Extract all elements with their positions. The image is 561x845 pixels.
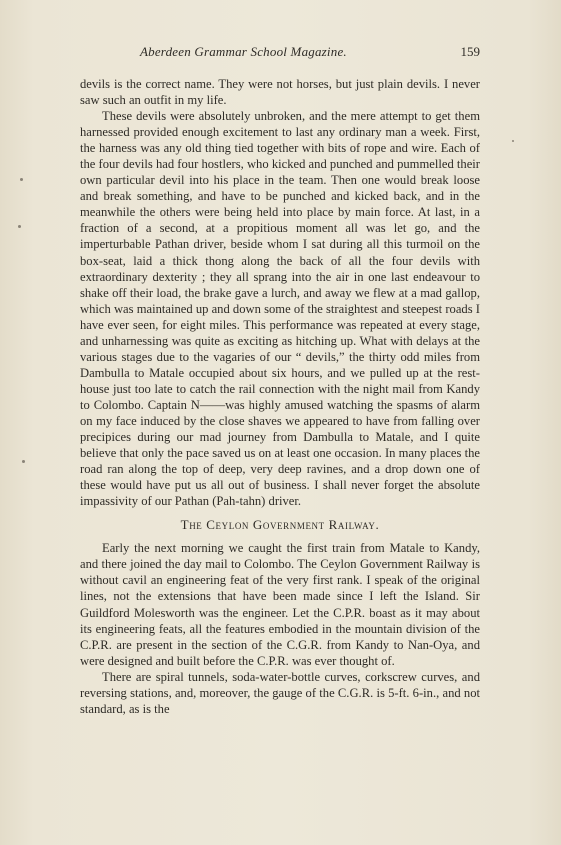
- page-header: [80, 44, 480, 64]
- article-body: [80, 76, 480, 717]
- section-heading: The Ceylon Government Railway.: [180, 517, 380, 533]
- paragraph-tunnels: There are spiral tunnels, soda-water-bottle curves, corkscrew curves, and reversing stations, and, moreover, the gauge of the C.G.R. is 5-ft. 6-in., and not standard, as is the: [80, 669, 480, 716]
- paragraph-railway: Early the next morning we caught the first train from Matale to Kandy, and there joined the day mail to Colombo. The Ceylon Government Railway is without cavil an engineering feat of the very first rank. I speak of the original lines, not the extensions that have been made since I left the Island. Sir Guildford Molesworth was the engineer. Let the C.P.R. boast as it may about its engineering feats, all the features embodied in the mountain division of the C.P.R. are present in the section of the C.G.R. from Kandy to Nan-Oya, and were designed and built before the C.P.R. was ever thought of.: [80, 541, 480, 668]
- paper-speck: [20, 178, 23, 181]
- paragraph-devils-name: devils is the correct name. They were not horses, but just plain devils. I never saw such an outfit in my life.: [80, 77, 480, 108]
- paper-speck: [18, 225, 21, 228]
- running-title: Aberdeen Grammar School Magazine.: [140, 44, 347, 59]
- paper-speck: [512, 140, 514, 142]
- paper-speck: [22, 460, 25, 463]
- page-number: 159: [460, 44, 480, 59]
- paragraph-harnessing: These devils were absolutely unbroken, and the mere attempt to get them harnessed provided enough excitement to last any ordinary man a week. First, the harness was any old thing tied together with bits of rope and wire. Each of the four devils had four hostlers, who kicked and punched and pummelled their own particular devil into his place in the team. Then one would break loose and break something, and have to be punched and kicked back, and in the meanwhile the others were being held into place by main force. At last, in a fraction of a second, at a propitious moment all was let go, and the imperturbable Pathan driver, beside whom I sat during all this turmoil on the box-seat, laid a thick thong along the back of all the four devils with extraordinary dexterity ; they all sprang into the air in one last endeavour to shake off their load, the brake gave a lurch, and away we flew at a mad gallop, which was maintained up and down some of the straightest and steepest roads I have ever seen, for eight miles. This performance was repeated at every stage, and unharnessing was quite as exciting as hitching up. What with delays at the various stages due to the vagaries of our “ devils,” the thirty odd miles from Dambulla to Matale occupied about six hours, and we pulled up at the rest-house just too late to catch the rail connection with the night mail from Kandy to Colombo. Captain N——was highly amused watching the spasms of alarm on my face induced by the close shaves we appeared to have from falling over precipices during our mad journey from Dambulla to Matale, and I quite believe that only the pace saved us on at least one occasion. In many places the road ran along the top of deep, very deep ravines, and a drop down one of these would have put us all out of business. I shall never forget the absolute impassivity of our Pathan (Pah-tahn) driver.: [80, 109, 480, 509]
